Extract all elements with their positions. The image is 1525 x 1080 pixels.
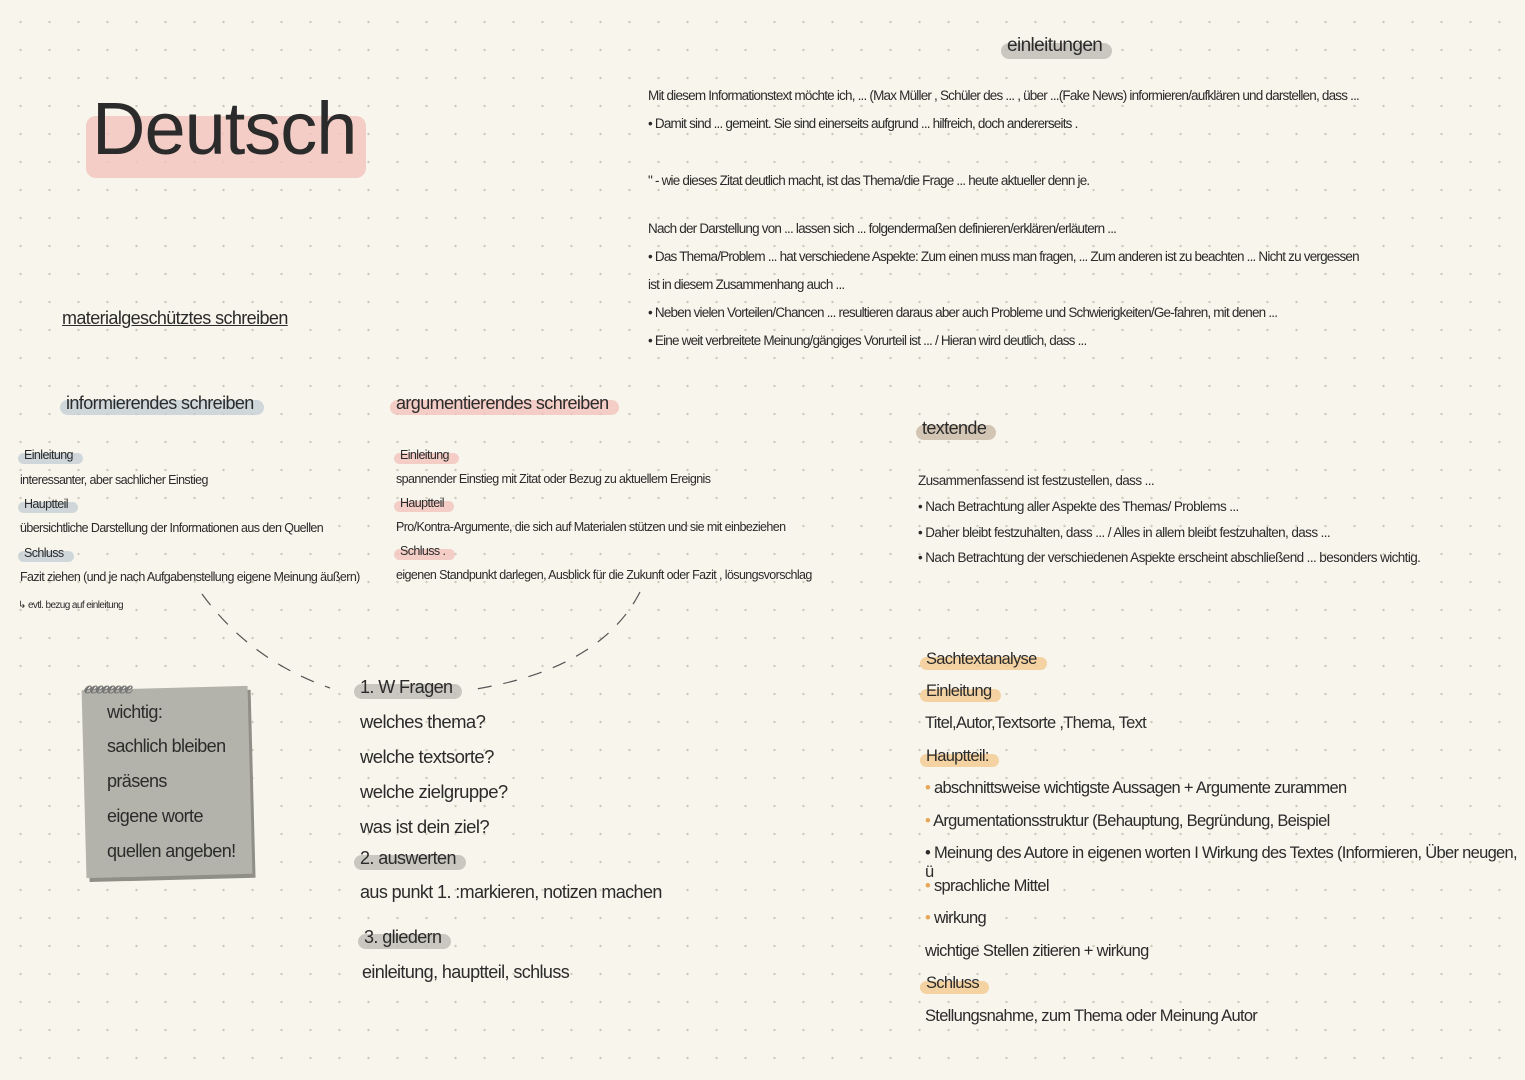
sachtext-line: Titel,Autor,Textsorte ,Thema, Text — [925, 714, 1147, 732]
sachtext-bullet — [925, 812, 1517, 831]
label-text: Schluss — [20, 546, 68, 560]
step-2-text: aus punkt 1. :markieren, notizen machen — [360, 882, 662, 902]
question: was ist dein ziel? — [360, 816, 490, 837]
textende-line: • Nach Betrachtung aller Aspekte des Themas/ Problems ... — [918, 499, 1239, 514]
einleitung-line: " - wie dieses Zitat deutlich macht, ist das Thema/die Frage ... heute aktueller denn je. — [648, 173, 1090, 188]
question: welche textsorte? — [360, 746, 494, 767]
einleitungen-heading — [1003, 35, 1517, 57]
label-text: Schluss . — [396, 544, 449, 558]
sachtext-bullet — [925, 877, 1517, 896]
sachtext-heading — [922, 650, 1517, 669]
einleitung-line: • Das Thema/Problem ... hat verschiedene Aspekte: Zum einen muss man fragen, ... Zum anderen ist zu beachten ... Nicht zu vergessen — [648, 249, 1359, 264]
sticky-line: quellen angeben! — [107, 841, 236, 861]
bullet-text: abschnittsweise wichtigste Aussagen + Argumente zurammen — [933, 779, 1347, 797]
spiral-binding-icon: 𝓮𝓮𝓮𝓮𝓮𝓮𝓮𝓮 — [84, 676, 131, 698]
sachtext-hauptteil-label — [922, 747, 1517, 766]
heading-text: einleitungen — [1003, 35, 1106, 57]
info-note — [18, 600, 1517, 612]
einleitung-line: ist in diesem Zusammenhang auch ... — [648, 277, 845, 292]
einleitung-line: • Eine weit verbreitete Meinung/gängiges Vorurteil ist ... / Hieran wird deutlich, dass ... — [648, 333, 1087, 348]
heading-text: 3. gliedern — [360, 927, 445, 948]
label-text: Hauptteil — [20, 497, 72, 511]
bullet-icon: • — [925, 844, 934, 862]
question: welches thema? — [360, 711, 486, 732]
arg-line: eigenen Standpunkt darlegen, Ausblick für die Zukunft oder Fazit , lösungsvorschlag — [396, 568, 812, 582]
textende-line: Zusammenfassend ist festzustellen, dass ... — [918, 473, 1155, 488]
question: welche zielgruppe? — [360, 781, 508, 802]
heading-text: textende — [918, 418, 990, 439]
einleitung-line: Mit diesem Informationstext möchte ich, ... (Max Müller , Schüler des ... , über ...(Fake News) informieren/aufklären und darstellen, dass ... — [648, 88, 1359, 103]
note-text: evtl. bezug auf einleitung — [27, 600, 124, 611]
label-text: Einleitung — [20, 448, 77, 462]
bullet-text: Argumentationsstruktur (Behauptung, Begründung, Beispiel — [933, 812, 1330, 830]
textende-line: • Daher bleibt festzuhalten, dass ... / Alles in allem bleibt festzuhalten, dass ... — [918, 525, 1331, 540]
label-text: Schluss — [922, 974, 983, 993]
sticky-line: sachlich bleiben — [107, 736, 226, 756]
sachtext-bullet — [925, 909, 1517, 928]
sachtext-schluss-label — [922, 974, 1517, 993]
bullet-icon: • — [925, 909, 934, 927]
sachtext-line: Stellungsnahme, zum Thema oder Meinung Autor — [925, 1007, 1258, 1025]
heading-text: 1. W Fragen — [356, 677, 456, 698]
bullet-text: Meinung des Autore in eigenen worten I Wirkung des Textes (Informieren, Über neugen, ü — [925, 844, 1517, 881]
sachtext-line: wichtige Stellen zitieren + wirkung — [925, 942, 1149, 960]
step-3-text: einleitung, hauptteil, schluss — [362, 962, 570, 982]
label-text: Hauptteil — [396, 496, 448, 510]
argumentierend-heading — [392, 393, 1517, 414]
einleitung-line: • Damit sind ... gemeint. Sie sind einerseits aufgrund ... hilfreich, doch andererseits . — [648, 116, 1078, 131]
bullet-text: wirkung — [933, 909, 986, 927]
einleitung-line: • Neben vielen Vorteilen/Chancen ... resultieren daraus aber auch Probleme und Schwierigkeiten/Ge-fahren, mit denen ... — [648, 305, 1278, 320]
heading-text: argumentierendes schreiben — [392, 393, 613, 414]
label-text: Hauptteil: — [922, 747, 993, 766]
sachtext-bullet — [925, 779, 1517, 798]
info-line: übersichtliche Darstellung der Informationen aus den Quellen — [20, 521, 324, 535]
label-text: Einleitung — [922, 682, 995, 701]
einleitung-line: Nach der Darstellung von ... lassen sich ... folgendermaßen definieren/erklären/erläutern ... — [648, 221, 1117, 236]
heading-text: informierendes schreiben — [62, 393, 258, 414]
arg-line: Pro/Kontra-Argumente, die sich auf Materialen stützen und sie mit einbeziehen — [396, 520, 786, 534]
textende-line: • Nach Betrachtung der verschiedenen Aspekte erscheint abschließend ... besonders wichtig. — [918, 550, 1421, 565]
arrow-icon: ↳ — [18, 600, 28, 611]
heading-text: 2. auswerten — [356, 848, 460, 869]
label-text: Einleitung — [396, 448, 453, 462]
bullet-icon: • — [925, 812, 934, 830]
bullet-icon: • — [925, 877, 934, 895]
bullet-text: sprachliche Mittel — [933, 877, 1049, 895]
bullet-icon: • — [925, 779, 934, 797]
info-line: Fazit ziehen (und je nach Aufgabenstellung eigene Meinung äußern) — [20, 570, 360, 584]
info-line: interessanter, aber sachlicher Einstieg — [20, 473, 208, 487]
sachtext-einleitung-label — [922, 682, 1517, 701]
sticky-line: präsens — [107, 771, 167, 791]
title-text: Deutsch — [88, 86, 360, 171]
section-label — [396, 448, 1517, 462]
textende-heading — [918, 418, 1517, 439]
heading-text: Sachtextanalyse — [922, 650, 1041, 669]
sticky-line: eigene worte — [107, 806, 203, 826]
sticky-line: wichtig: — [107, 702, 163, 722]
material-heading: materialgeschütztes schreiben — [62, 308, 288, 328]
arg-line: spannender Einstieg mit Zitat oder Bezug zu aktuellem Ereignis — [396, 472, 711, 486]
